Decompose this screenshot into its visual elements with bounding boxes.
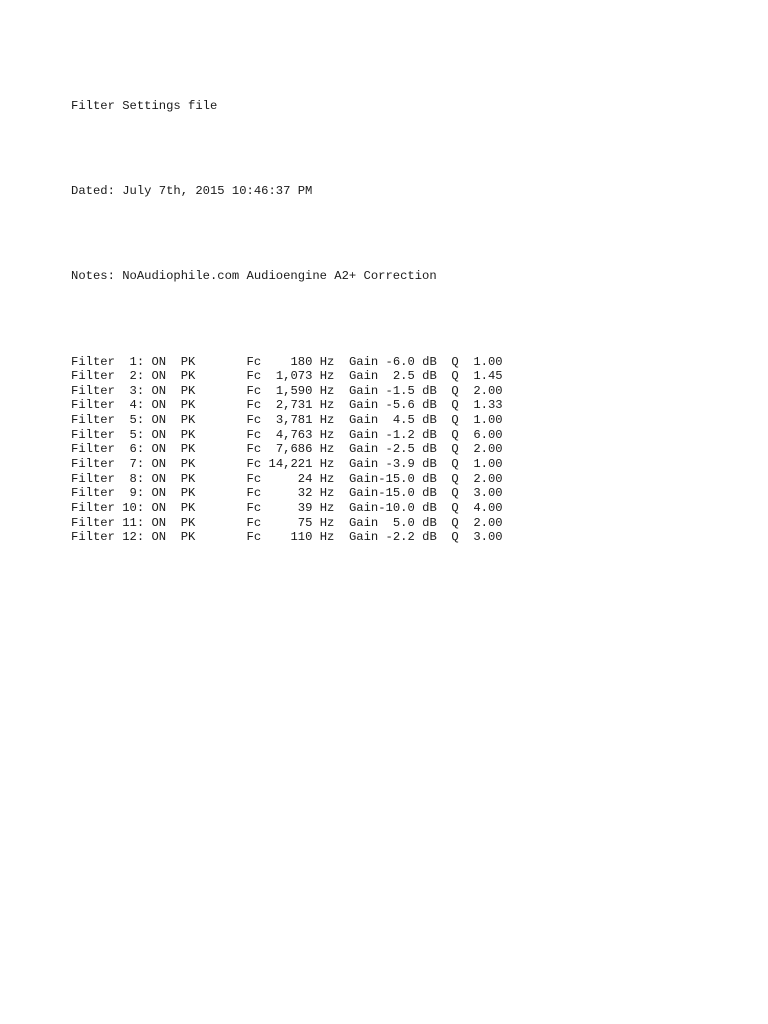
q-label: Q: [436, 530, 459, 545]
gain-value: -1.2: [378, 427, 415, 442]
fc-unit: Hz: [312, 457, 335, 472]
filter-label: Filter 2:: [71, 369, 145, 384]
gain-value: 5.0: [378, 515, 415, 530]
gain-unit: dB: [414, 486, 437, 501]
fc-value: 7,686: [261, 442, 313, 457]
filter-table: [71, 355, 691, 545]
fc-label: Fc: [195, 515, 262, 530]
gain-unit: dB: [414, 383, 437, 398]
document-page: [71, 71, 691, 559]
filter-state: ON: [144, 457, 167, 472]
filter-row: [71, 486, 691, 501]
filter-state: ON: [144, 486, 167, 501]
filter-type: PK: [166, 427, 196, 442]
filter-label: Filter 3:: [71, 383, 145, 398]
filter-label: Filter 1:: [71, 354, 145, 369]
notes-line: Notes: NoAudiophile.com Audioengine A2+ Correction: [71, 269, 437, 284]
filter-state: ON: [144, 442, 167, 457]
gain-label: Gain: [334, 515, 379, 530]
fc-value: 75: [261, 515, 313, 530]
filter-label: Filter 4:: [71, 398, 145, 413]
fc-label: Fc: [195, 413, 262, 428]
q-label: Q: [436, 457, 459, 472]
filter-label: Filter 9:: [71, 486, 145, 501]
filter-state: ON: [144, 413, 167, 428]
gain-value: -3.9: [378, 457, 415, 472]
q-label: Q: [436, 413, 459, 428]
fc-unit: Hz: [312, 515, 335, 530]
fc-label: Fc: [195, 471, 262, 486]
gain-unit: dB: [414, 427, 437, 442]
fc-unit: Hz: [312, 413, 335, 428]
fc-value: 32: [261, 486, 313, 501]
spacer: [71, 227, 691, 242]
gain-label: Gain: [334, 398, 379, 413]
q-value: 1.00: [458, 413, 503, 428]
fc-label: Fc: [195, 383, 262, 398]
fc-unit: Hz: [312, 354, 335, 369]
gain-value: -2.2: [378, 530, 415, 545]
q-label: Q: [436, 383, 459, 398]
gain-unit: dB: [414, 515, 437, 530]
filter-label: Filter 6:: [71, 442, 145, 457]
fc-value: 2,731: [261, 398, 313, 413]
q-value: 2.00: [458, 442, 503, 457]
filter-state: ON: [144, 515, 167, 530]
gain-label: Gain: [334, 530, 379, 545]
gain-label: Gain: [334, 457, 379, 472]
filter-row: [71, 530, 691, 545]
q-value: 3.00: [458, 530, 503, 545]
gain-label: Gain: [334, 413, 379, 428]
fc-value: 1,590: [261, 383, 313, 398]
gain-value: 2.5: [378, 369, 415, 384]
q-value: 1.00: [458, 354, 503, 369]
filter-row: [71, 442, 691, 457]
fc-unit: Hz: [312, 530, 335, 545]
gain-label: Gain: [334, 500, 379, 515]
gain-label: Gain: [334, 471, 379, 486]
filter-state: ON: [144, 530, 167, 545]
dated-line: Dated: July 7th, 2015 10:46:37 PM: [71, 184, 313, 199]
gain-unit: dB: [414, 457, 437, 472]
filter-state: ON: [144, 383, 167, 398]
gain-value: -1.5: [378, 383, 415, 398]
filter-row: [71, 384, 691, 399]
filter-state: ON: [144, 427, 167, 442]
filter-type: PK: [166, 383, 196, 398]
filter-row: [71, 516, 691, 531]
fc-unit: Hz: [312, 427, 335, 442]
gain-label: Gain: [334, 369, 379, 384]
gain-label: Gain: [334, 427, 379, 442]
fc-value: 39: [261, 500, 313, 515]
filter-row: [71, 413, 691, 428]
filter-type: PK: [166, 442, 196, 457]
gain-unit: dB: [414, 442, 437, 457]
q-value: 6.00: [458, 427, 503, 442]
q-label: Q: [436, 471, 459, 486]
gain-label: Gain: [334, 486, 379, 501]
filter-label: Filter 5:: [71, 427, 145, 442]
q-label: Q: [436, 354, 459, 369]
filter-label: Filter 5:: [71, 413, 145, 428]
gain-value: -15.0: [378, 471, 415, 486]
filter-type: PK: [166, 369, 196, 384]
q-value: 2.00: [458, 471, 503, 486]
filter-type: PK: [166, 471, 196, 486]
filter-type: PK: [166, 530, 196, 545]
gain-unit: dB: [414, 500, 437, 515]
fc-label: Fc: [195, 457, 262, 472]
fc-value: 180: [261, 354, 313, 369]
filter-state: ON: [144, 369, 167, 384]
gain-unit: dB: [414, 398, 437, 413]
filter-row: [71, 369, 691, 384]
fc-label: Fc: [195, 369, 262, 384]
fc-unit: Hz: [312, 471, 335, 486]
gain-unit: dB: [414, 530, 437, 545]
fc-unit: Hz: [312, 398, 335, 413]
gain-unit: dB: [414, 413, 437, 428]
fc-label: Fc: [195, 427, 262, 442]
fc-label: Fc: [195, 354, 262, 369]
gain-unit: dB: [414, 471, 437, 486]
filter-row: [71, 355, 691, 370]
fc-unit: Hz: [312, 369, 335, 384]
gain-label: Gain: [334, 442, 379, 457]
filter-row: [71, 457, 691, 472]
fc-value: 14,221: [261, 457, 313, 472]
gain-value: -5.6: [378, 398, 415, 413]
filter-state: ON: [144, 398, 167, 413]
gain-value: 4.5: [378, 413, 415, 428]
q-value: 1.45: [458, 369, 503, 384]
q-value: 3.00: [458, 486, 503, 501]
filter-state: ON: [144, 354, 167, 369]
fc-value: 4,763: [261, 427, 313, 442]
filter-row: [71, 398, 691, 413]
fc-unit: Hz: [312, 486, 335, 501]
q-value: 4.00: [458, 500, 503, 515]
q-label: Q: [436, 486, 459, 501]
gain-value: -2.5: [378, 442, 415, 457]
gain-value: -15.0: [378, 486, 415, 501]
filter-state: ON: [144, 500, 167, 515]
q-label: Q: [436, 398, 459, 413]
q-label: Q: [436, 500, 459, 515]
filter-state: ON: [144, 471, 167, 486]
fc-label: Fc: [195, 442, 262, 457]
filter-label: Filter 8:: [71, 471, 145, 486]
fc-label: Fc: [195, 500, 262, 515]
fc-unit: Hz: [312, 383, 335, 398]
gain-unit: dB: [414, 369, 437, 384]
fc-value: 1,073: [261, 369, 313, 384]
filter-type: PK: [166, 486, 196, 501]
filter-row: [71, 501, 691, 516]
gain-value: -10.0: [378, 500, 415, 515]
filter-type: PK: [166, 398, 196, 413]
filter-label: Filter 10:: [71, 500, 145, 515]
spacer: [71, 312, 691, 327]
fc-label: Fc: [195, 530, 262, 545]
q-value: 1.33: [458, 398, 503, 413]
filter-type: PK: [166, 457, 196, 472]
filter-type: PK: [166, 500, 196, 515]
fc-label: Fc: [195, 398, 262, 413]
gain-label: Gain: [334, 354, 379, 369]
filter-type: PK: [166, 515, 196, 530]
filter-label: Filter 7:: [71, 457, 145, 472]
fc-unit: Hz: [312, 442, 335, 457]
fc-value: 3,781: [261, 413, 313, 428]
gain-unit: dB: [414, 354, 437, 369]
filter-row: [71, 428, 691, 443]
filter-type: PK: [166, 354, 196, 369]
fc-value: 24: [261, 471, 313, 486]
gain-value: -6.0: [378, 354, 415, 369]
q-value: 1.00: [458, 457, 503, 472]
q-label: Q: [436, 442, 459, 457]
q-label: Q: [436, 515, 459, 530]
filter-label: Filter 11:: [71, 515, 145, 530]
fc-value: 110: [261, 530, 313, 545]
fc-label: Fc: [195, 486, 262, 501]
document-title: Filter Settings file: [71, 99, 218, 113]
q-label: Q: [436, 369, 459, 384]
q-label: Q: [436, 427, 459, 442]
fc-unit: Hz: [312, 500, 335, 515]
q-value: 2.00: [458, 383, 503, 398]
gain-label: Gain: [334, 383, 379, 398]
filter-label: Filter 12:: [71, 530, 145, 545]
filter-type: PK: [166, 413, 196, 428]
q-value: 2.00: [458, 515, 503, 530]
filter-row: [71, 472, 691, 487]
spacer: [71, 142, 691, 157]
